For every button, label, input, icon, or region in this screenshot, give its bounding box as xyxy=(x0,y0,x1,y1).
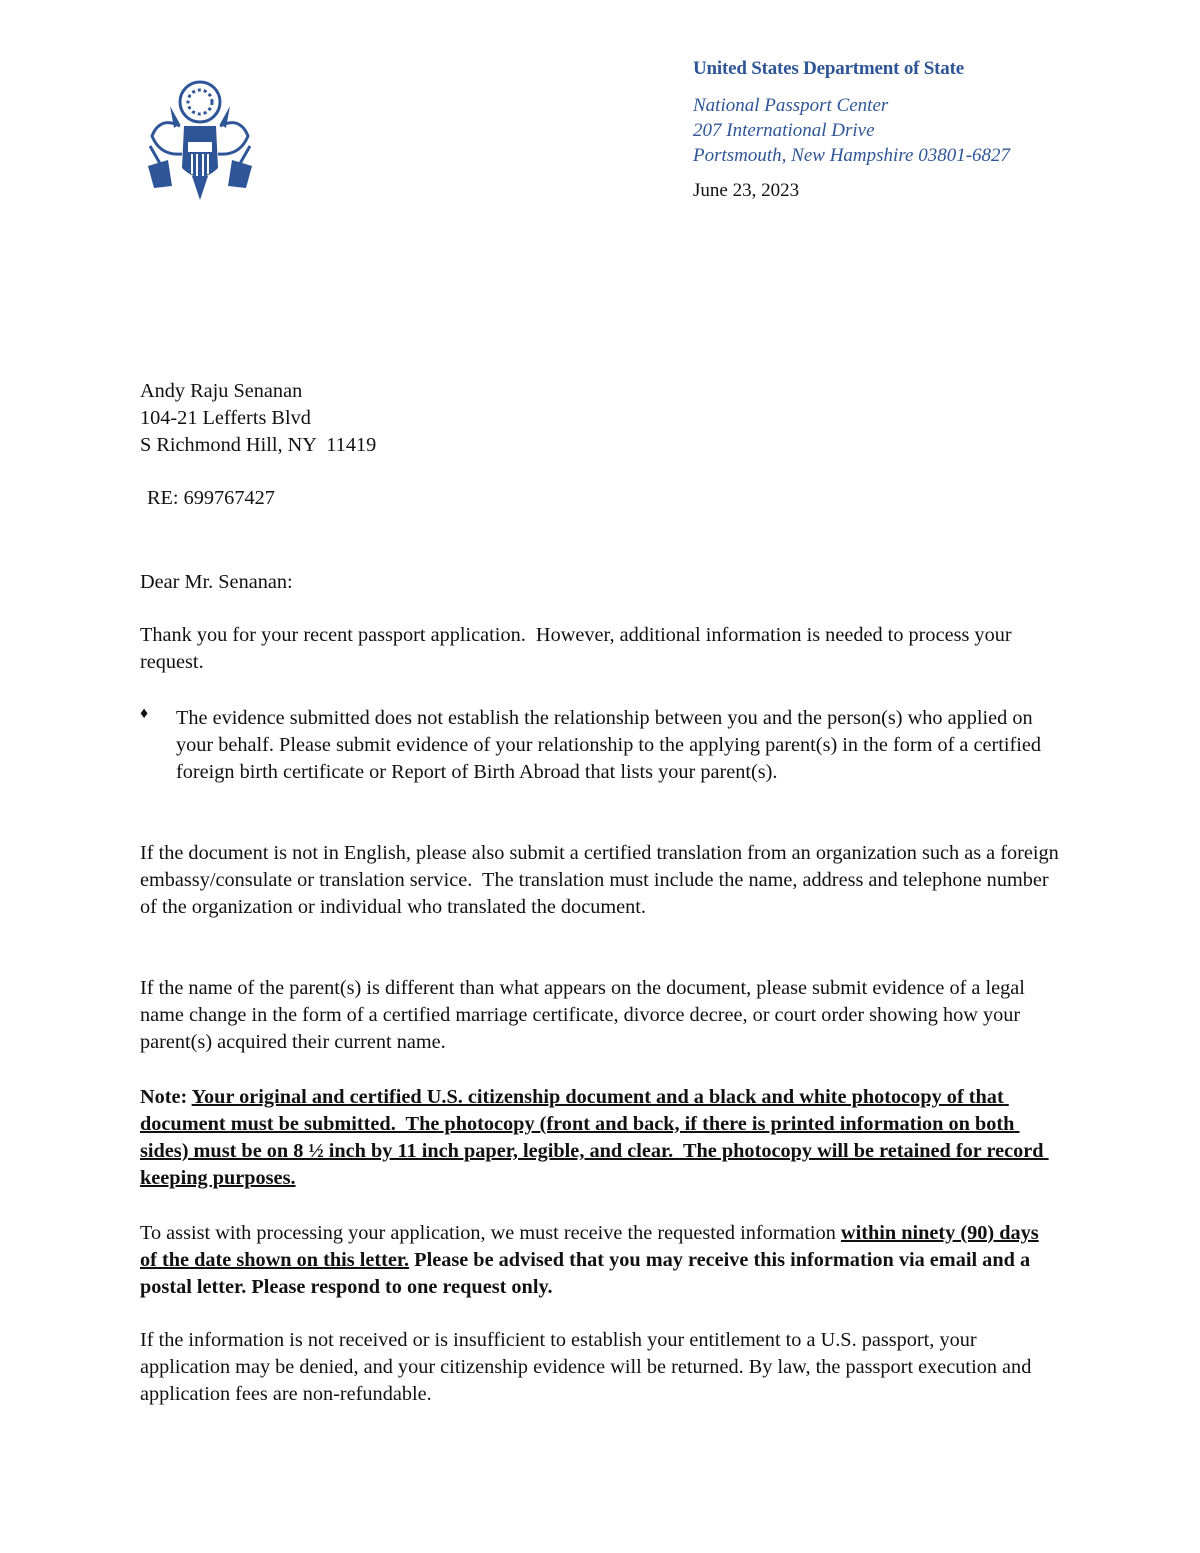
letter-date: June 23, 2023 xyxy=(693,180,800,201)
address-line: Portsmouth, New Hampshire 03801-6827 xyxy=(693,145,1011,166)
deadline-lead: To assist with processing your application, we must receive the requested information xyxy=(140,1222,841,1244)
recipient-name: Andy Raju Senanan xyxy=(140,380,303,402)
recipient-street: 104-21 Lefferts Blvd xyxy=(140,407,311,429)
bullet-paragraph: The evidence submitted does not establish the relationship between you and the person(s) who applied on your behalf. Please submit evidence of your relationship to the applying parent(s) in the form of a certified foreign birth certificate or Report of Birth Abroad that lists your parent(s). xyxy=(176,707,1042,783)
department-name: United States Department of State xyxy=(693,58,964,79)
deadline-bold: Please be advised that you may receive this information via email and a postal letter. Please respond to one request only. xyxy=(140,1249,1031,1298)
closing-paragraph: If the information is not received or is insufficient to establish your entitlement to a U.S. passport, your application may be denied, and your citizenship evidence will be returned. By law, the passport execution and application fees are non-refundable. xyxy=(140,1329,1032,1405)
salutation: Dear Mr. Senanan: xyxy=(140,571,293,593)
deadline-underlined: within ninety (90) days of the date shown on this letter. xyxy=(140,1222,1039,1271)
department-of-state-seal xyxy=(140,76,260,202)
name-change-paragraph: If the name of the parent(s) is different than what appears on the document, please submit evidence of a legal name change in the form of a certified marriage certificate, divorce decree, or court order showing how your parent(s) acquired their current name. xyxy=(140,977,1025,1053)
deadline-paragraph xyxy=(140,1220,1060,1301)
diamond-bullet-icon: ♦ xyxy=(140,705,149,722)
intro-paragraph: Thank you for your recent passport application. However, additional information is needed to process your request. xyxy=(140,624,1017,673)
note-text: Your original and certified U.S. citizenship document and a black and white photocopy of that document must be submitted. The photocopy (front and back, if there is printed information on both sides) must be on 8 ½ inch by 11 inch paper, legible, and clear. The photocopy will be retained for record keeping purposes. xyxy=(140,1086,1049,1189)
translation-paragraph: If the document is not in English, please also submit a certified translation from an organization such as a foreign embassy/consulate or translation service. The translation must include the name, address and telephone number of the organization or individual who translated the document. xyxy=(140,842,1064,918)
eagle-seal-icon xyxy=(140,76,260,202)
recipient-city: S Richmond Hill, NY 11419 xyxy=(140,434,377,456)
reference-number: RE: 699767427 xyxy=(147,487,275,509)
recipient-address xyxy=(140,378,1060,459)
address-line: 207 International Drive xyxy=(693,120,875,141)
sender-address xyxy=(693,93,1010,168)
note-paragraph xyxy=(140,1084,1060,1192)
note-label: Note: xyxy=(140,1086,188,1108)
address-line: National Passport Center xyxy=(693,95,889,116)
